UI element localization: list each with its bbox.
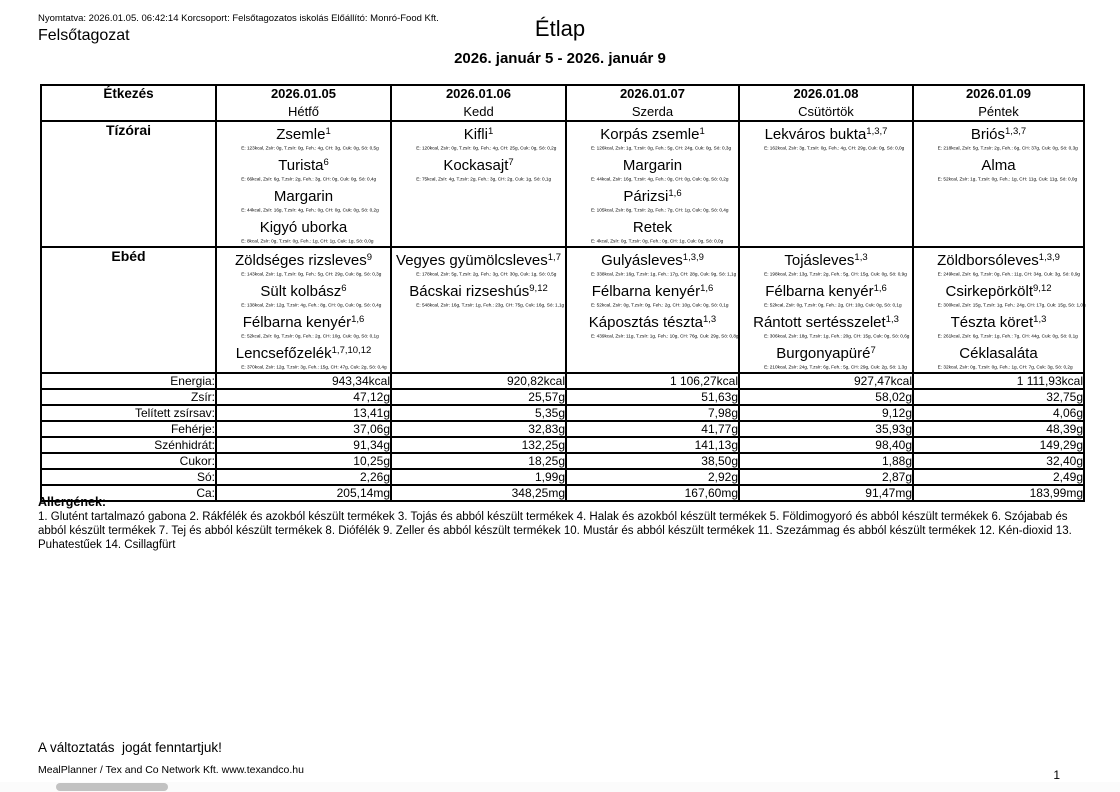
dish-name xyxy=(740,310,912,332)
dish-name xyxy=(217,341,390,363)
dish-name xyxy=(567,248,738,270)
menu-day-cell xyxy=(391,121,566,247)
dish-nutrition-line: E: 306kcal, Zsír: 18g, T.zsír: 1g, Feh.: 20g, CH: 15g, Cuk: 0g, Só: 0,6g xyxy=(764,333,910,339)
dish-title: Zsemle xyxy=(276,126,326,143)
nutrition-value: 167,60mg xyxy=(566,485,739,501)
nutrition-value: 48,39g xyxy=(913,421,1084,437)
nutrition-value: 2,87g xyxy=(739,469,913,485)
header-row xyxy=(41,85,1084,121)
dish-title: Korpás zsemle xyxy=(600,126,700,143)
nutrition-value: 98,40g xyxy=(739,437,913,453)
dish-title: Félbarna kenyér xyxy=(242,314,352,331)
dish-title: Sült kolbász xyxy=(260,283,342,300)
dish-nutrition-line: E: 300kcal, Zsír: 15g, T.zsír: 1g, Feh.: 24g, CH: 17g, Cuk: 15g, Só: 1,0g xyxy=(937,302,1086,308)
dish-title: Margarin xyxy=(273,188,334,205)
dish-allergen-numbers: 9,12 xyxy=(529,283,548,294)
dish-allergen-numbers: 1,3,9 xyxy=(1038,252,1060,263)
dish-title: Retek xyxy=(632,219,673,236)
nutrition-row-label: Energia: xyxy=(41,373,216,389)
dish-nutrition-line: E: 123kcal, Zsír: 0g, T.zsír: 0g, Feh.: 4g, CH: 3g, Cuk: 0g, Só: 0,5g xyxy=(241,145,379,151)
nutrition-row xyxy=(41,437,1084,453)
dish-allergen-numbers: 1,6 xyxy=(351,314,365,325)
dish-nutrition-line: E: 143kcal, Zsír: 1g, T.zsír: 0g, Feh.: 5g, CH: 29g, Cuk: 8g, Só: 0,3g xyxy=(241,271,382,277)
dish-name xyxy=(567,215,738,237)
dish-name xyxy=(217,215,390,237)
dish-allergen-numbers: 7 xyxy=(508,157,514,168)
nutrition-value: 51,63g xyxy=(566,389,739,405)
print-meta-line: Nyomtatva: 2026.01.05. 06:42:14 Korcsoport: Felsőtagozatos iskolás Előállító: Monró-Food Kft. xyxy=(38,13,439,24)
dish-name xyxy=(914,248,1083,270)
horizontal-scrollbar[interactable] xyxy=(0,782,1120,792)
dish-name xyxy=(217,279,390,301)
dish-nutrition-line: E: 138kcal, Zsír: 12g, T.zsír: 4g, Feh.: 8g, CH: 0g, Cuk: 0g, Só: 0,4g xyxy=(241,302,382,308)
weekly-menu-table xyxy=(40,84,1085,502)
dish-name xyxy=(392,248,565,270)
day-date: 2026.01.07 xyxy=(619,86,686,101)
dish-title: Zöldborsóleves xyxy=(937,252,1039,269)
date-range: 2026. január 5 - 2026. január 9 xyxy=(454,50,666,67)
dish-allergen-numbers: 1,6 xyxy=(873,283,887,294)
dish-nutrition-line: E: 44kcal, Zsír: 16g, T.zsír: 4g, Feh.: 0g, CH: 0g, Cuk: 0g, Só: 0,2g xyxy=(241,207,379,213)
nutrition-value: 58,02g xyxy=(739,389,913,405)
dish-name xyxy=(217,122,390,144)
dish-title: Félbarna kenyér xyxy=(591,283,701,300)
dish-title: Rántott sertésszelet xyxy=(753,314,886,331)
dish-title: Burgonyapüré xyxy=(776,345,871,362)
nutrition-value: 183,99mg xyxy=(913,485,1084,501)
dish-title: Lencsefőzelék xyxy=(235,345,332,362)
dish-title: Kigyó uborka xyxy=(259,219,348,236)
menu-day-cell xyxy=(216,247,391,373)
day-name: Csütörtök xyxy=(798,104,854,119)
dish-name xyxy=(914,122,1083,144)
dish-allergen-numbers: 9 xyxy=(366,252,372,263)
dish-title: Gulyásleves xyxy=(601,252,683,269)
dish-nutrition-line: E: 218kcal, Zsír: 5g, T.zsír: 2g, Feh.: 6g, CH: 37g, Cuk: 0g, Só: 0,3g xyxy=(937,145,1078,151)
nutrition-row-label: Ca: xyxy=(41,485,216,501)
nutrition-value: 149,29g xyxy=(913,437,1084,453)
menu-day-cell xyxy=(739,247,913,373)
dish-name xyxy=(567,122,738,144)
nutrition-value: 5,35g xyxy=(391,405,566,421)
dish-title: Zöldséges rizsleves xyxy=(234,252,367,269)
menu-day-cell xyxy=(913,121,1084,247)
dish-name xyxy=(392,279,565,301)
nutrition-row xyxy=(41,469,1084,485)
dish-allergen-numbers: 1,6 xyxy=(668,188,682,199)
dish-allergen-numbers: 1,3,7 xyxy=(866,126,888,137)
nutrition-value: 41,77g xyxy=(566,421,739,437)
dish-name xyxy=(217,184,390,206)
meal-row xyxy=(41,121,1084,247)
nutrition-row-label: Zsír: xyxy=(41,389,216,405)
dish-nutrition-line: E: 120kcal, Zsír: 0g, T.zsír: 0g, Feh.: 4g, CH: 25g, Cuk: 0g, Só: 0,2g xyxy=(416,145,557,151)
day-column-header xyxy=(391,85,566,121)
dish-allergen-numbers: 1,7,10,12 xyxy=(331,345,372,356)
dish-nutrition-line: E: 105kcal, Zsír: 8g, T.zsír: 2g, Feh.: 7g, CH: 1g, Cuk: 0g, Só: 0,4g xyxy=(590,207,729,213)
nutrition-row xyxy=(41,389,1084,405)
dish-name xyxy=(914,153,1083,175)
dish-allergen-numbers: 1,3 xyxy=(854,252,868,263)
nutrition-value: 141,13g xyxy=(566,437,739,453)
scrollbar-thumb[interactable] xyxy=(56,783,168,791)
menu-day-cell xyxy=(216,121,391,247)
dish-nutrition-line: E: 439kcal, Zsír: 11g, T.zsír: 1g, Feh.: 10g, CH: 76g, Cuk: 29g, Só: 0,8g xyxy=(590,333,739,339)
nutrition-value: 91,34g xyxy=(216,437,391,453)
dish-nutrition-line: E: 126kcal, Zsír: 1g, T.zsír: 0g, Feh.: 5g, CH: 24g, Cuk: 0g, Só: 0,3g xyxy=(590,145,732,151)
dish-name xyxy=(567,153,738,175)
dish-allergen-numbers: 6 xyxy=(323,157,329,168)
dish-title: Párizsi xyxy=(623,188,669,205)
dish-allergen-numbers: 1,3 xyxy=(1033,314,1047,325)
dish-allergen-numbers: 6 xyxy=(341,283,347,294)
nutrition-value: 348,25mg xyxy=(391,485,566,501)
day-name: Szerda xyxy=(631,104,674,119)
dish-name xyxy=(392,153,565,175)
nutrition-value: 25,57g xyxy=(391,389,566,405)
nutrition-value: 2,26g xyxy=(216,469,391,485)
dish-name xyxy=(914,341,1083,363)
nutrition-value: 38,50g xyxy=(566,453,739,469)
nutrition-value: 1,99g xyxy=(391,469,566,485)
menu-day-cell xyxy=(566,247,739,373)
nutrition-value: 91,47mg xyxy=(739,485,913,501)
nutrition-value: 1 106,27kcal xyxy=(566,373,739,389)
nutrition-value: 13,41g xyxy=(216,405,391,421)
day-name: Hétfő xyxy=(287,104,320,119)
nutrition-value: 37,06g xyxy=(216,421,391,437)
dish-name xyxy=(567,184,738,206)
day-name: Péntek xyxy=(978,104,1019,119)
dish-allergen-numbers: 1 xyxy=(699,126,705,137)
dish-title: Margarin xyxy=(622,157,683,174)
nutrition-value: 205,14mg xyxy=(216,485,391,501)
nutrition-value: 32,83g xyxy=(391,421,566,437)
dish-name xyxy=(914,279,1083,301)
meal-row-label: Ebéd xyxy=(41,247,216,373)
dish-title: Alma xyxy=(981,157,1016,174)
dish-nutrition-line: E: 52kcal, Zsír: 1g, T.zsír: 0g, Feh.: 1g, CH: 11g, Cuk: 11g, Só: 0,0g xyxy=(937,176,1078,182)
dish-name xyxy=(740,122,912,144)
dish-title: Tészta köret xyxy=(950,314,1034,331)
dish-name xyxy=(217,310,390,332)
nutrition-value: 920,82kcal xyxy=(391,373,566,389)
nutrition-row xyxy=(41,453,1084,469)
day-column-header xyxy=(216,85,391,121)
software-credit: MealPlanner / Tex and Co Network Kft. www.texandco.hu xyxy=(38,764,304,776)
dish-nutrition-line: E: 8kcal, Zsír: 0g, T.zsír: 0g, Feh.: 1g, CH: 1g, Cuk: 1g, Só: 0,0g xyxy=(241,238,374,244)
day-date: 2026.01.08 xyxy=(793,86,859,101)
nutrition-row-label: Fehérje: xyxy=(41,421,216,437)
dish-title: Briós xyxy=(970,126,1006,143)
dish-nutrition-line: E: 75kcal, Zsír: 4g, T.zsír: 2g, Feh.: 3g, CH: 2g, Cuk: 1g, Só: 0,1g xyxy=(416,176,552,182)
dish-name xyxy=(217,153,390,175)
dish-allergen-numbers: 7 xyxy=(870,345,876,356)
dish-name xyxy=(567,279,738,301)
dish-nutrition-line: E: 548kcal, Zsír: 16g, T.zsír: 1g, Feh.: 23g, CH: 75g, Cuk: 16g, Só: 1,1g xyxy=(416,302,565,308)
nutrition-value: 2,49g xyxy=(913,469,1084,485)
age-group-label: Felsőtagozat xyxy=(38,27,130,44)
menu-day-cell xyxy=(391,247,566,373)
dish-name xyxy=(740,279,912,301)
rights-reserved-note: A változtatás jogát fenntartjuk! xyxy=(38,740,222,755)
nutrition-value: 132,25g xyxy=(391,437,566,453)
day-date: 2026.01.06 xyxy=(445,86,512,101)
nutrition-value: 32,40g xyxy=(913,453,1084,469)
nutrition-value: 47,12g xyxy=(216,389,391,405)
dish-nutrition-line: E: 261kcal, Zsír: 6g, T.zsír: 1g, Feh.: 7g, CH: 44g, Cuk: 0g, Só: 0,1g xyxy=(937,333,1078,339)
dish-nutrition-line: E: 210kcal, Zsír: 24g, T.zsír: 6g, Feh.: 5g, CH: 29g, Cuk: 2g, Só: 1,3g xyxy=(764,364,907,370)
dish-name xyxy=(217,248,390,270)
dish-title: Céklasaláta xyxy=(959,345,1038,362)
day-column-header xyxy=(913,85,1084,121)
dish-name xyxy=(914,310,1083,332)
dish-title: Káposztás tészta xyxy=(588,314,703,331)
dish-allergen-numbers: 1,3,9 xyxy=(682,252,704,263)
dish-name xyxy=(740,341,912,363)
allergens-title: Allergének: xyxy=(38,495,107,509)
dish-name xyxy=(740,248,912,270)
day-column-header xyxy=(739,85,913,121)
dish-nutrition-line: E: 370kcal, Zsír: 12g, T.zsír: 3g, Feh.: 15g, CH: 47g, Cuk: 2g, Só: 0,4g xyxy=(241,364,387,370)
dish-nutrition-line: E: 338kcal, Zsír: 16g, T.zsír: 1g, Feh.: 17g, CH: 28g, Cuk: 9g, Só: 1,1g xyxy=(590,271,737,277)
dish-allergen-numbers: 1 xyxy=(325,126,331,137)
dish-allergen-numbers: 1,7 xyxy=(547,252,561,263)
nutrition-value: 1,88g xyxy=(739,453,913,469)
nutrition-row-label: Szénhidrát: xyxy=(41,437,216,453)
dish-nutrition-line: E: 52kcal, Zsír: 0g, T.zsír: 0g, Feh.: 2g, CH: 10g, Cuk: 0g, Só: 0,1g xyxy=(241,333,379,339)
nutrition-row xyxy=(41,405,1084,421)
allergens-section xyxy=(38,495,1085,552)
nutrition-value: 4,06g xyxy=(913,405,1084,421)
dish-name xyxy=(392,122,565,144)
column-header-meal: Étkezés xyxy=(41,85,216,121)
page-number: 1 xyxy=(1053,768,1060,782)
nutrition-value: 927,47kcal xyxy=(739,373,913,389)
dish-allergen-numbers: 1,3,7 xyxy=(1005,126,1027,137)
dish-nutrition-line: E: 32kcal, Zsír: 0g, T.zsír: 0g, Feh.: 1g, CH: 7g, Cuk: 3g, Só: 0,2g xyxy=(937,364,1073,370)
menu-day-cell xyxy=(739,121,913,247)
day-name: Kedd xyxy=(463,104,494,119)
dish-nutrition-line: E: 66kcal, Zsír: 6g, T.zsír: 2g, Feh.: 3g, CH: 0g, Cuk: 0g, Só: 0,4g xyxy=(241,176,377,182)
dish-title: Bácskai rizseshús xyxy=(409,283,530,300)
nutrition-row xyxy=(41,421,1084,437)
menu-day-cell xyxy=(913,247,1084,373)
dish-nutrition-line: E: 52kcal, Zsír: 0g, T.zsír: 0g, Feh.: 2g, CH: 10g, Cuk: 0g, Só: 0,1g xyxy=(764,302,902,308)
dish-allergen-numbers: 1,3 xyxy=(885,314,899,325)
dish-title: Kifli xyxy=(463,126,488,143)
nutrition-value: 1 111,93kcal xyxy=(913,373,1084,389)
dish-title: Tojásleves xyxy=(784,252,855,269)
menu-day-cell xyxy=(566,121,739,247)
nutrition-row xyxy=(41,373,1084,389)
dish-nutrition-line: E: 162kcal, Zsír: 3g, T.zsír: 0g, Feh.: 4g, CH: 29g, Cuk: 0g, Só: 0,0g xyxy=(764,145,905,151)
nutrition-value: 10,25g xyxy=(216,453,391,469)
dish-allergen-numbers: 1,6 xyxy=(700,283,714,294)
meal-row xyxy=(41,247,1084,373)
dish-title: Lekváros bukta xyxy=(764,126,867,143)
dish-title: Kockasajt xyxy=(443,157,509,174)
day-date: 2026.01.09 xyxy=(965,86,1032,101)
nutrition-value: 35,93g xyxy=(739,421,913,437)
nutrition-value: 943,34kcal xyxy=(216,373,391,389)
nutrition-value: 32,75g xyxy=(913,389,1084,405)
allergens-text: 1. Glutént tartalmazó gabona 2. Rákfélék és azokból készült termékek 3. Tojás és abból készült termékek 4. Halak és azokból készült termékek 5. Földimogyoró és abból készült termékek 6. Szójabab és abból készült termékek 7. Tej és abból készült termékek 8. Diófélék 9. Zeller és abból készült termékek 10. Mustár és abból készült termékek 11. Szezámmag és abból készült termékek 12. Kén-dioxid 13. Puhatestűek 14. Csillagfürt xyxy=(38,511,1072,551)
dish-allergen-numbers: 1 xyxy=(487,126,494,137)
dish-nutrition-line: E: 178kcal, Zsír: 5g, T.zsír: 2g, Feh.: 3g, CH: 30g, Cuk: 1g, Só: 0,5g xyxy=(416,271,557,277)
dish-nutrition-line: E: 52kcal, Zsír: 0g, T.zsír: 0g, Feh.: 2g, CH: 10g, Cuk: 0g, Só: 0,1g xyxy=(590,302,729,308)
dish-nutrition-line: E: 4kcal, Zsír: 0g, T.zsír: 0g, Feh.: 0g, CH: 1g, Cuk: 0g, Só: 0,0g xyxy=(590,238,724,244)
dish-name xyxy=(567,310,738,332)
nutrition-value: 9,12g xyxy=(739,405,913,421)
meal-row-label: Tízórai xyxy=(41,121,216,247)
dish-title: Vegyes gyümölcsleves xyxy=(396,252,548,269)
dish-title: Turista xyxy=(278,157,324,174)
dish-nutrition-line: E: 249kcal, Zsír: 6g, T.zsír: 0g, Feh.: 11g, CH: 34g, Cuk: 3g, Só: 0,9g xyxy=(937,271,1081,277)
nutrition-value: 18,25g xyxy=(391,453,566,469)
dish-allergen-numbers: 1,3 xyxy=(703,314,717,325)
nutrition-value: 7,98g xyxy=(566,405,739,421)
day-column-header xyxy=(566,85,739,121)
dish-title: Félbarna kenyér xyxy=(765,283,874,300)
nutrition-value: 2,92g xyxy=(566,469,739,485)
nutrition-row-label: Só: xyxy=(41,469,216,485)
dish-nutrition-line: E: 44kcal, Zsír: 16g, T.zsír: 4g, Feh.: 0g, CH: 0g, Cuk: 0g, Só: 0,2g xyxy=(590,176,729,182)
nutrition-row-label: Telített zsírsav: xyxy=(41,405,216,421)
page-title: Étlap xyxy=(534,16,586,41)
dish-nutrition-line: E: 198kcal, Zsír: 13g, T.zsír: 2g, Feh.: 5g, CH: 15g, Cuk: 0g, Só: 0,9g xyxy=(764,271,907,277)
day-date: 2026.01.05 xyxy=(270,86,337,101)
nutrition-row-label: Cukor: xyxy=(41,453,216,469)
dish-allergen-numbers: 9,12 xyxy=(1033,283,1052,294)
dish-title: Csirkepörkölt xyxy=(945,283,1034,300)
